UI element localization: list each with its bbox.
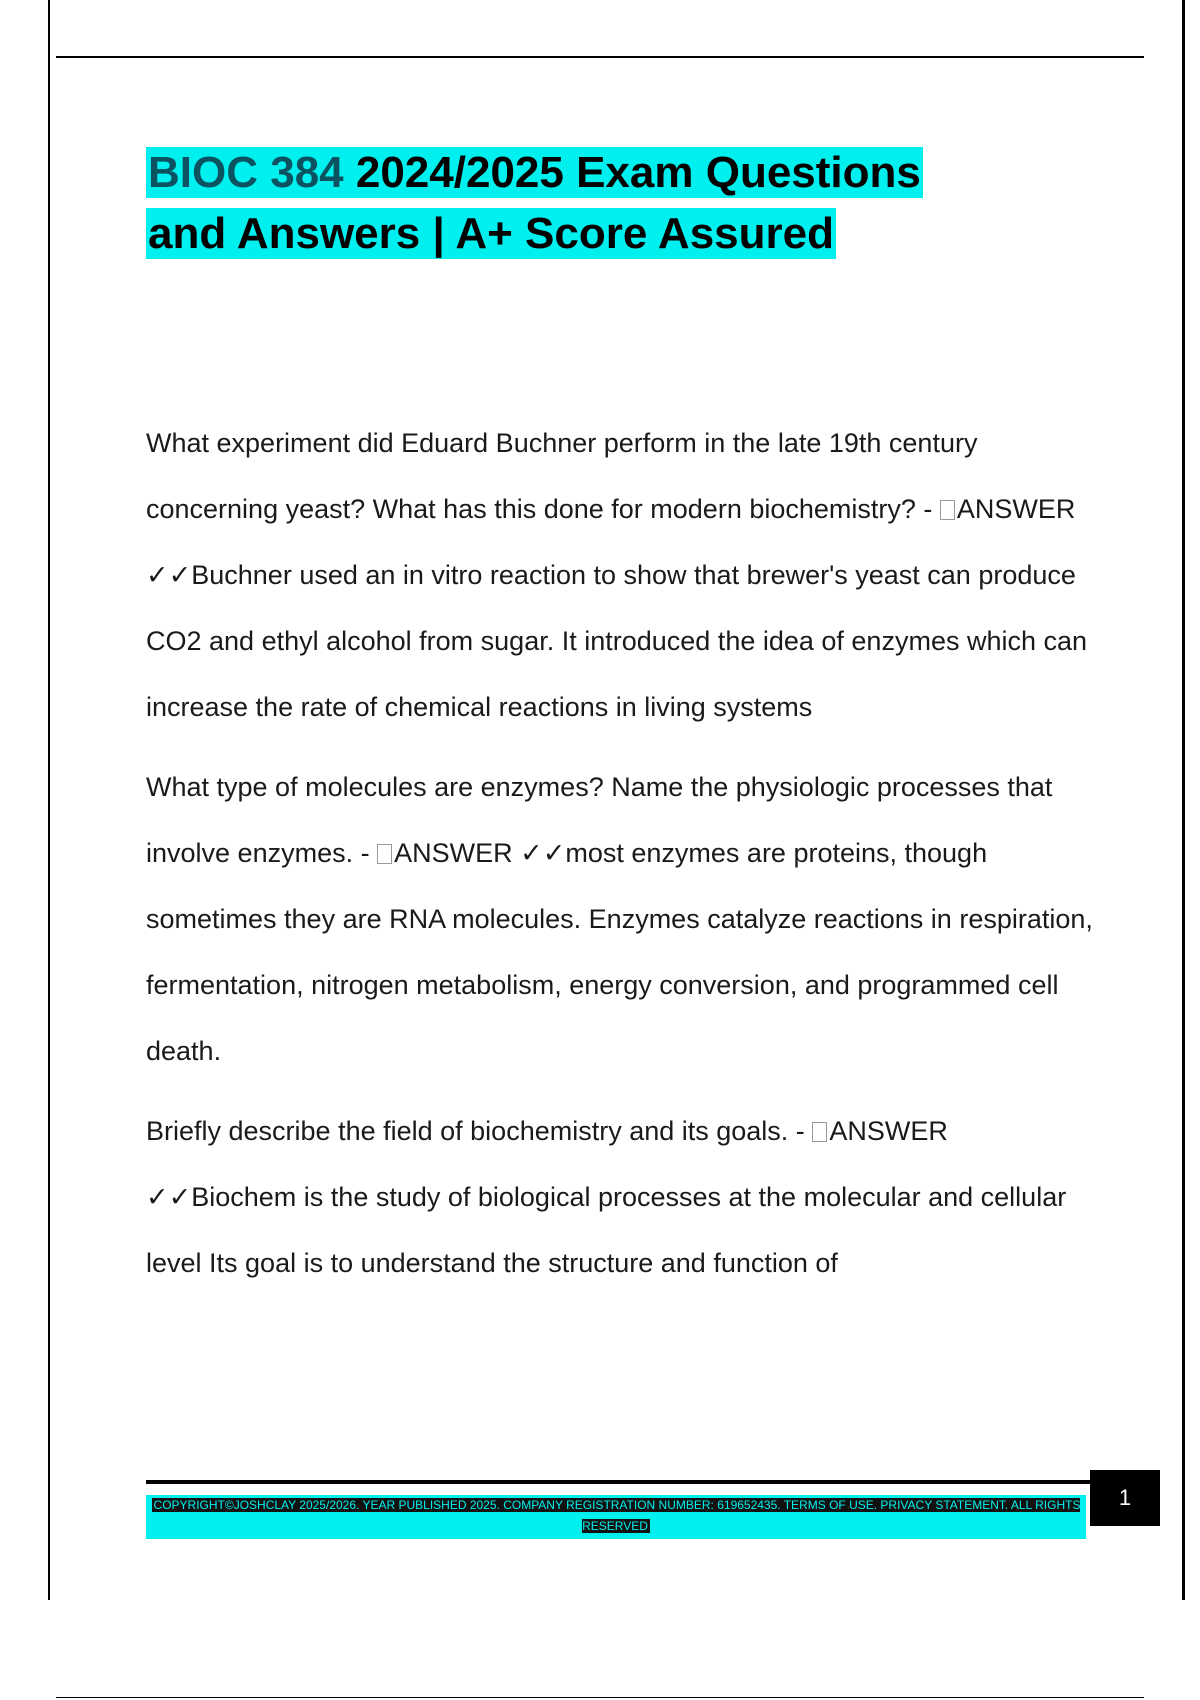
copyright-footer: [146, 1495, 1086, 1539]
qa-item: [146, 1098, 1096, 1296]
checkbox-glyph-icon: [812, 1122, 827, 1142]
bottom-rule: [56, 1697, 1144, 1698]
qa-item: [146, 410, 1096, 740]
course-code: BIOC 384: [148, 148, 344, 197]
title-line2: and Answers | A+ Score Assured: [148, 209, 834, 258]
checkbox-glyph-icon: [940, 500, 955, 520]
title-highlight: [146, 147, 923, 259]
question-text: Briefly describe the field of biochemistry and its goals. -: [146, 1116, 805, 1146]
right-border-line: [1182, 0, 1185, 1600]
document-title: [146, 142, 1046, 264]
left-border-line: [48, 0, 50, 1600]
answer-label: ANSWER ✓✓: [394, 838, 566, 868]
page-number: 1: [1090, 1470, 1160, 1526]
answer-text: Biochem is the study of biological processes at the molecular and cellular level Its goal is to understand the structure and function of: [146, 1182, 1067, 1278]
title-line1: 2024/2025 Exam Questions: [343, 148, 921, 197]
qa-item: [146, 754, 1096, 1084]
question-text: What type of molecules are enzymes? Name the physiologic processes that involve enzymes. -: [146, 772, 1053, 868]
question-text: What experiment did Eduard Buchner perform in the late 19th century concerning yeast? What has this done for modern biochemistry? -: [146, 428, 978, 524]
copyright-text: COPYRIGHT©JOSHCLAY 2025/2026. YEAR PUBLISHED 2025. COMPANY REGISTRATION NUMBER: 619652435. TERMS OF USE. PRIVACY STATEMENT. ALL RIGHTS RESERVED: [153, 1498, 1081, 1533]
answer-label: ANSWER ✓✓: [146, 1116, 948, 1212]
answer-text: Buchner used an in vitro reaction to show that brewer's yeast can produce CO2 and ethyl alcohol from sugar. It introduced the idea of enzymes which can increase the rate of chemical reactions in living systems: [146, 560, 1088, 722]
footer-rule: [146, 1480, 1092, 1484]
answer-label: ANSWER ✓✓: [146, 494, 1076, 590]
answer-text: most enzymes are proteins, though sometimes they are RNA molecules. Enzymes catalyze reactions in respiration, fermentation, nitrogen metabolism, energy conversion, and programmed cell death.: [146, 838, 1093, 1066]
checkbox-glyph-icon: [377, 844, 392, 864]
header-rule: [56, 56, 1144, 58]
qa-list: [146, 410, 1096, 1310]
